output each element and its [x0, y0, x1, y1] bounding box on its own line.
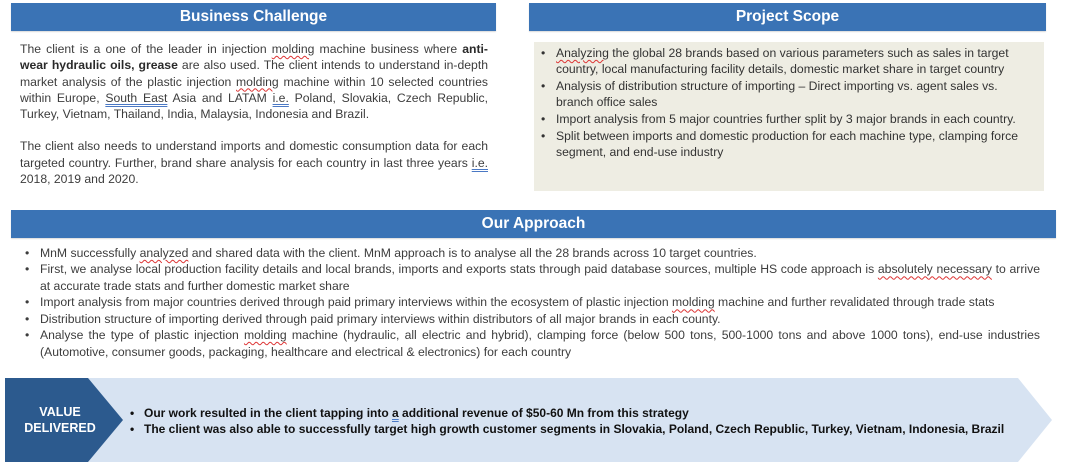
business-challenge-header: Business Challenge — [11, 3, 496, 31]
list-item: • Split between imports and domestic production for each machine type, clamping force segment, and end-use industry — [556, 128, 1038, 160]
value-delivered-label-line1: VALUE — [39, 405, 81, 419]
business-challenge-paragraph-2: The client also needs to understand imports and domestic consumption data for each targeted country. Further, brand share analysis for each country in last three years i.e. 2018, 2019 and 2020. — [20, 139, 488, 187]
list-item: • Distribution structure of importing derived through paid primary interviews within distributors of all major brands in each county. — [40, 311, 1040, 327]
our-approach-body — [24, 245, 1040, 360]
our-approach-header: Our Approach — [11, 210, 1056, 238]
project-scope-box — [534, 42, 1044, 191]
value-delivered-label-line2: DELIVERED — [24, 421, 96, 435]
list-item: • Analyse the type of plastic injection molding machine (hydraulic, all electric and hybrid), clamping force (below 500 tons, 500-1000 tons and above 1000 tons), end-use industries (Automotive, consumer goods, packaging, healthcare and electrical & electronics) for each country — [40, 327, 1040, 360]
list-item: • The client was also able to successfully target high growth customer segments in Slovakia, Poland, Czech Republic, Turkey, Vietnam, Indonesia, Brazil — [144, 421, 1004, 437]
business-challenge-body — [20, 41, 488, 203]
business-challenge-paragraph-1: The client is a one of the leader in injection molding machine business where anti-wear hydraulic oils, grease are also used. The client intends to understand in-depth market analysis of the plastic injection molding machine within 10 selected countries within Europe, South East Asia and LATAM i.e. Poland, Slovakia, Czech Republic, Turkey, Vietnam, Thailand, India, Malaysia, Indonesia and Brazil. — [20, 42, 489, 122]
list-item: • MnM successfully analyzed and shared data with the client. MnM approach is to analyse all the 28 brands across 10 target countries. — [40, 245, 1040, 261]
list-item: • Import analysis from major countries derived through paid primary interviews within the ecosystem of plastic injection molding machine and further revalidated through trade stats — [40, 294, 1040, 310]
list-item: • Import analysis from 5 major countries further split by 3 major brands in each country. — [556, 111, 1038, 127]
value-delivered-list — [128, 405, 1004, 437]
list-item: • Analyzing the global 28 brands based on various parameters such as sales in target country, local manufacturing facility details, domestic market share in target country — [556, 45, 1038, 77]
project-scope-header: Project Scope — [529, 3, 1046, 31]
project-scope-list — [534, 42, 1044, 160]
list-item: • Our work resulted in the client tapping into a additional revenue of $50-60 Mn from this strategy — [144, 405, 1004, 421]
list-item: • First, we analyse local production facility details and local brands, imports and exports stats through paid database sources, multiple HS code approach is absolutely necessary to arrive at accurate trade stats and further domestic market share — [40, 261, 1040, 294]
value-delivered-label — [9, 404, 111, 436]
list-item: • Analysis of distribution structure of importing – Direct importing vs. agent sales vs. branch office sales — [556, 78, 1038, 110]
our-approach-list — [24, 245, 1040, 360]
